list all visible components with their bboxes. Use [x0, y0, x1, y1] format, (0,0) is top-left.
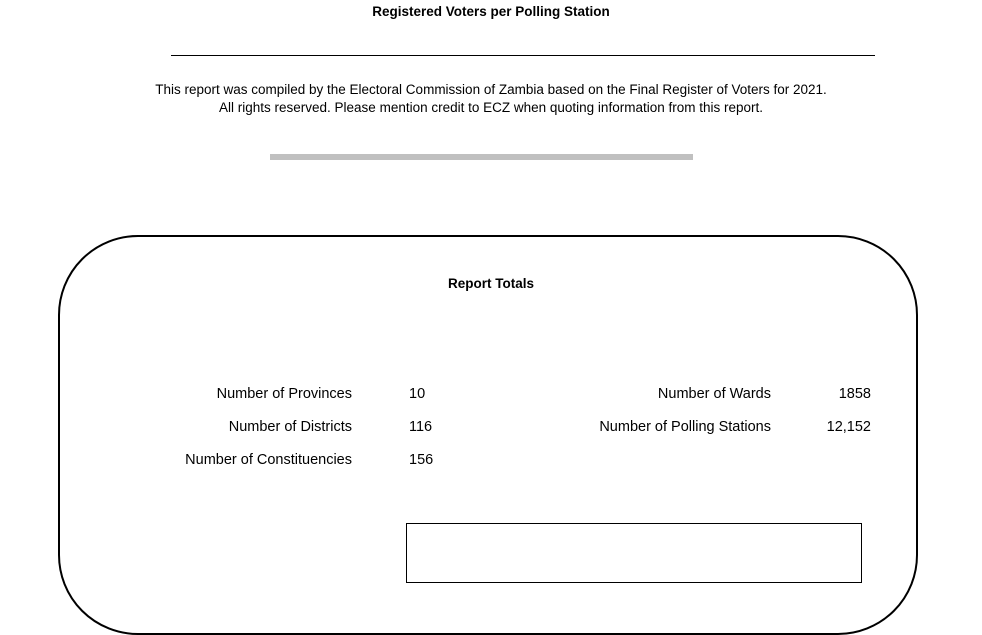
title-divider — [171, 55, 875, 56]
report-title: Registered Voters per Polling Station — [372, 4, 610, 19]
wards-label: Number of Wards — [657, 386, 771, 402]
constituencies-value: 156 — [409, 452, 434, 468]
copyright-notice — [0, 81, 982, 117]
polling-stations-label: Number of Polling Stations — [599, 419, 771, 435]
provinces-label: Number of Provinces — [216, 386, 352, 402]
provinces-value: 10 — [409, 386, 426, 402]
notice-line-2: All rights reserved. Please mention credit to ECZ when quoting information from this report. — [219, 100, 763, 115]
inner-summary-box — [406, 523, 862, 583]
polling-stations-value: 12,152 — [826, 419, 871, 435]
wards-value: 1858 — [838, 386, 871, 402]
notice-line-1: This report was compiled by the Electoral Commission of Zambia based on the Final Register of Voters for 2021. — [155, 82, 827, 97]
notice-divider — [270, 154, 693, 160]
constituencies-label: Number of Constituencies — [185, 452, 352, 468]
report-totals-title: Report Totals — [447, 276, 534, 291]
districts-label: Number of Districts — [228, 419, 352, 435]
districts-value: 116 — [409, 419, 433, 435]
